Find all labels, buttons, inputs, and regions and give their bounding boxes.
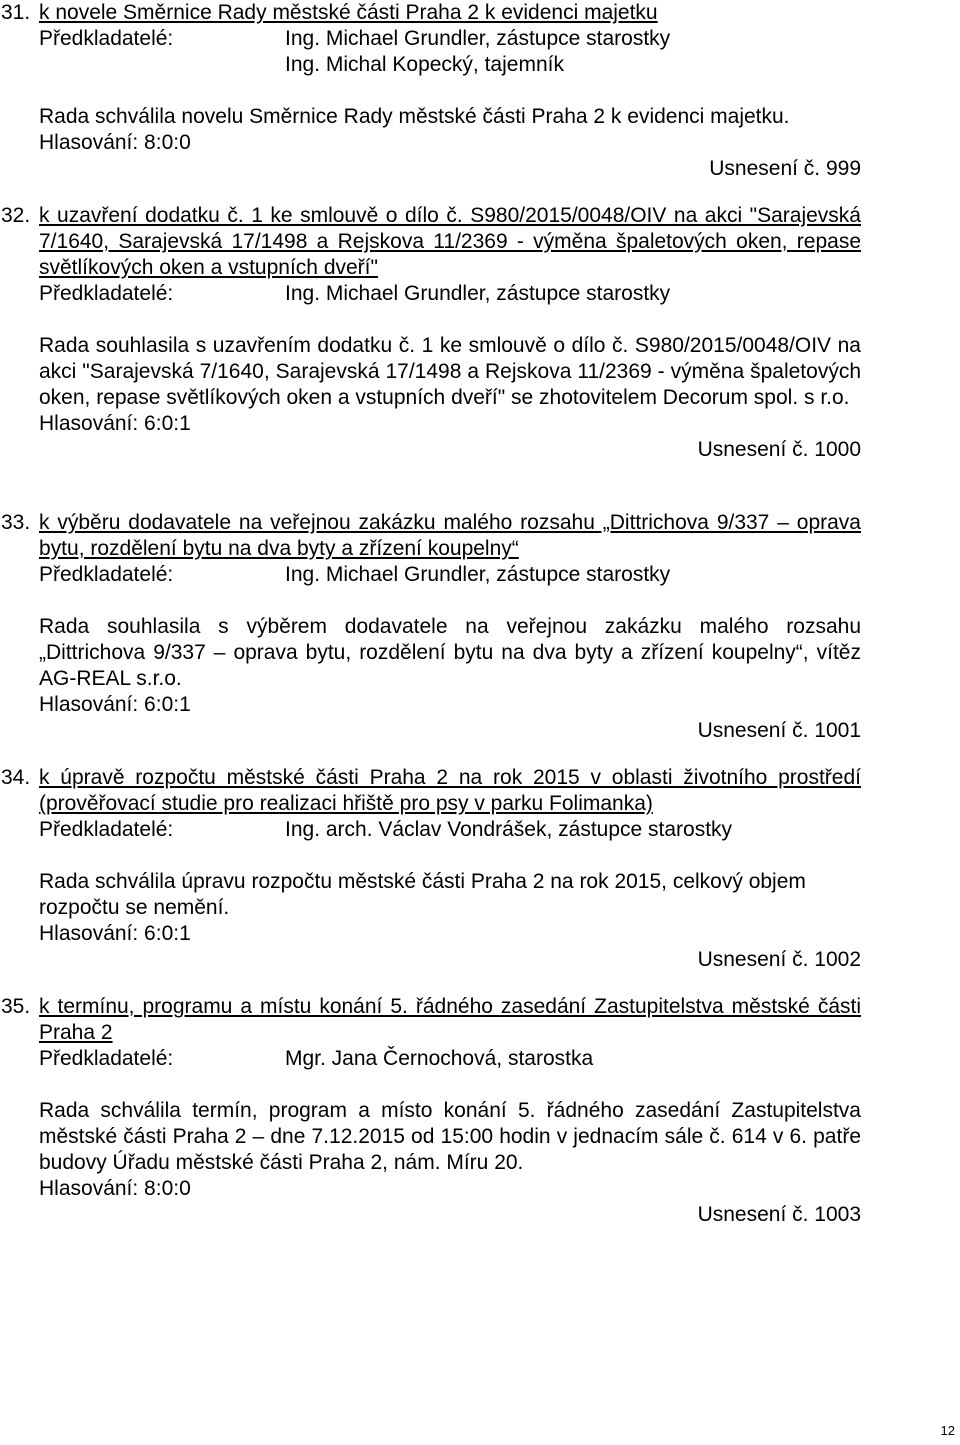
proposer-name: Mgr. Jana Černochová, starostka [285, 1047, 594, 1070]
item-title: k výběru dodavatele na veřejnou zakázku malého rozsahu „Dittrichova 9/337 – oprava bytu, rozdělení bytu na dva byty a zřízení koupelny“ [39, 511, 861, 560]
decision-text: Rada souhlasila s uzavřením dodatku č. 1 ke smlouvě o dílo č. S980/2015/0048/OIV na akci "Sarajevská 7/1640, Sarajevská 17/1498 a Rejskova 11/2369 - výměna špaletových oken, repase světlíkových oken a vstupních dveří" se zhotovitelem Decorum spol. s r.o. [39, 334, 861, 409]
item-title: k uzavření dodatku č. 1 ke smlouvě o dílo č. S980/2015/0048/OIV na akci "Sarajevská 7/1640, Sarajevská 17/1498 a Rejskova 11/2369 - výměna špaletových oken, repase světlíkových oken a vstupních dveří" [39, 204, 861, 279]
item-number: 34. [1, 766, 31, 789]
resolution-number: Usnesení č. 1001 [697, 719, 861, 742]
proposer-name: Ing. Michael Grundler, zástupce starostky [285, 282, 671, 305]
vote-result: Hlasování: 6:0:1 [39, 693, 191, 716]
vote-result: Hlasování: 6:0:1 [39, 412, 191, 435]
item-title-row [0, 0, 960, 26]
item-title: k úpravě rozpočtu městské části Praha 2 na rok 2015 v oblasti životního prostředí (prověřovací studie pro realizaci hřiště pro psy v parku Folimanka) [39, 766, 861, 815]
item-number: 32. [1, 204, 31, 227]
proposer-line [39, 26, 861, 52]
item-number: 33. [1, 511, 31, 534]
item-title: k termínu, programu a místu konání 5. řádného zasedání Zastupitelstva městské části Praha 2 [39, 995, 861, 1044]
proposer-line [39, 281, 861, 307]
decision-text: Rada schválila termín, program a místo konání 5. řádného zasedání Zastupitelstva městské části Praha 2 – dne 7.12.2015 od 15:00 hodin v jednacím sále č. 614 v 6. patře budovy Úřadu městské části Praha 2, nám. Míru 20. [39, 1099, 861, 1174]
agenda-item-33 [0, 510, 960, 744]
proposer-name: Ing. Michael Grundler, zástupce starostky [285, 27, 671, 50]
item-title-row [0, 510, 960, 562]
proposer-line [39, 1046, 861, 1072]
proposer-name: Ing. arch. Václav Vondrášek, zástupce starostky [285, 818, 733, 841]
proposer-label: Předkladatelé: [39, 563, 174, 586]
item-title-row [0, 203, 960, 281]
proposer-name: Ing. Michal Kopecký, tajemník [285, 53, 564, 76]
vote-result: Hlasování: 8:0:0 [39, 1177, 191, 1200]
agenda-item-34 [0, 765, 960, 973]
proposer-line [39, 562, 861, 588]
proposer-label: Předkladatelé: [39, 282, 174, 305]
proposer-line [39, 52, 861, 78]
item-title: k novele Směrnice Rady městské části Praha 2 k evidenci majetku [39, 1, 658, 24]
resolution-number: Usnesení č. 1003 [697, 1203, 861, 1226]
proposer-line [39, 817, 861, 843]
decision-text: Rada schválila úpravu rozpočtu městské části Praha 2 na rok 2015, celkový objem rozpočtu se nemění. [39, 870, 806, 919]
decision-text: Rada souhlasila s výběrem dodavatele na veřejnou zakázku malého rozsahu „Dittrichova 9/337 – oprava bytu, rozdělení bytu na dva byty a zřízení koupelny“, vítěz AG-REAL s.r.o. [39, 615, 861, 690]
agenda-item-32 [0, 203, 960, 463]
proposer-label: Předkladatelé: [39, 1047, 174, 1070]
vote-result: Hlasování: 6:0:1 [39, 922, 191, 945]
proposer-label: Předkladatelé: [39, 27, 174, 50]
item-title-row [0, 765, 960, 817]
page-number: 12 [940, 1423, 955, 1438]
decision-text: Rada schválila novelu Směrnice Rady městské části Praha 2 k evidenci majetku. [39, 105, 790, 128]
vote-result: Hlasování: 8:0:0 [39, 131, 191, 154]
agenda-item-31 [0, 0, 960, 182]
item-number: 31. [1, 1, 31, 24]
proposer-name: Ing. Michael Grundler, zástupce starostky [285, 563, 671, 586]
resolution-number: Usnesení č. 999 [709, 157, 861, 180]
agenda-item-35 [0, 994, 960, 1228]
resolution-number: Usnesení č. 1002 [697, 948, 861, 971]
item-title-row [0, 994, 960, 1046]
item-number: 35. [1, 995, 31, 1018]
proposer-label: Předkladatelé: [39, 818, 174, 841]
resolution-number: Usnesení č. 1000 [697, 438, 861, 461]
